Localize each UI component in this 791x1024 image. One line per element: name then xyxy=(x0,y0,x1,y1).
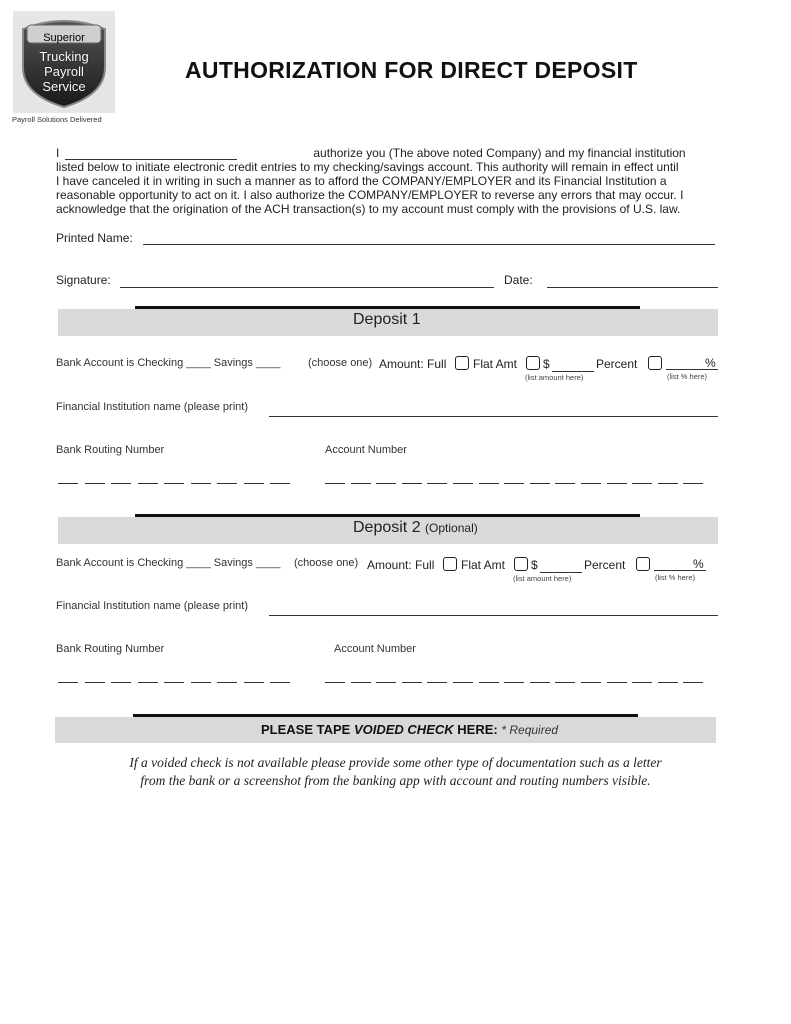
voided-note-line-1: If a voided check is not available please provide some other type of documentation such as a letter xyxy=(129,755,662,770)
printed-name-field[interactable] xyxy=(143,244,715,245)
digit-blank[interactable] xyxy=(138,483,158,484)
digit-blank[interactable] xyxy=(581,682,601,683)
digit-blank[interactable] xyxy=(376,682,396,683)
authorization-paragraph xyxy=(56,146,736,216)
digit-blank[interactable] xyxy=(530,483,550,484)
digit-blank[interactable] xyxy=(683,682,703,683)
digit-blank[interactable] xyxy=(85,682,105,683)
deposit1-account-type: Bank Account is Checking ____ Savings ____ xyxy=(56,357,281,369)
digit-blank[interactable] xyxy=(453,682,473,683)
deposit1-institution-field[interactable] xyxy=(269,416,718,417)
digit-blank[interactable] xyxy=(325,682,345,683)
digit-blank[interactable] xyxy=(504,483,524,484)
digit-blank[interactable] xyxy=(270,682,290,683)
digit-blank[interactable] xyxy=(402,682,422,683)
printed-name-label: Printed Name: xyxy=(56,231,133,245)
digit-blank[interactable] xyxy=(244,682,264,683)
deposit2-full-checkbox[interactable] xyxy=(443,557,457,571)
voided-check-instruction xyxy=(261,722,558,737)
logo-line-4: Service xyxy=(42,79,86,94)
voided-please-tape: PLEASE TAPE xyxy=(261,722,351,737)
digit-blank[interactable] xyxy=(217,483,237,484)
digit-blank[interactable] xyxy=(402,483,422,484)
deposit2-title: Deposit 2 xyxy=(353,519,421,536)
digit-blank[interactable] xyxy=(58,483,78,484)
logo-tagline: Payroll Solutions Delivered xyxy=(12,115,102,124)
deposit2-account-label: Account Number xyxy=(334,643,416,655)
deposit1-choose-one: (choose one) xyxy=(308,357,373,369)
deposit1-dollar-sign: $ xyxy=(543,357,550,371)
digit-blank[interactable] xyxy=(351,483,371,484)
voided-here: HERE: xyxy=(457,722,498,737)
digit-blank[interactable] xyxy=(217,682,237,683)
digit-blank[interactable] xyxy=(427,483,447,484)
deposit2-optional: (Optional) xyxy=(425,521,478,535)
deposit1-dollar-field[interactable] xyxy=(552,371,594,372)
auth-line-4: reasonable opportunity to act on it. I also authorize the COMPANY/EMPLOYER to reverse any errors that may occur. I xyxy=(56,188,684,202)
voided-required: * Required xyxy=(501,723,559,737)
voided-note-line-2: from the bank or a screenshot from the banking app with account and routing numbers visible. xyxy=(140,773,651,788)
deposit1-percent-label: Percent xyxy=(596,357,638,371)
deposit1-account-label: Account Number xyxy=(325,444,407,456)
logo-line-1: Superior xyxy=(43,32,85,44)
signature-field[interactable] xyxy=(120,287,494,288)
deposit2-account-type: Bank Account is Checking ____ Savings ____ xyxy=(56,557,281,569)
digit-blank[interactable] xyxy=(658,682,678,683)
digit-blank[interactable] xyxy=(658,483,678,484)
digit-blank[interactable] xyxy=(138,682,158,683)
deposit1-institution-label: Financial Institution name (please print) xyxy=(56,401,248,413)
digit-blank[interactable] xyxy=(85,483,105,484)
signature-label: Signature: xyxy=(56,273,111,287)
deposit2-percent-label: Percent xyxy=(584,558,626,572)
digit-blank[interactable] xyxy=(607,483,627,484)
deposit2-routing-label: Bank Routing Number xyxy=(56,643,165,655)
auth-line-5: acknowledge that the origination of the ACH transaction(s) to my account must comply with the provisions of U.S. law. xyxy=(56,202,681,216)
deposit2-percent-sign: % xyxy=(693,557,704,571)
digit-blank[interactable] xyxy=(555,682,575,683)
auth-line-1: authorize you (The above noted Company) and my financial institution xyxy=(313,146,686,160)
deposit1-title: Deposit 1 xyxy=(353,311,421,328)
deposit1-amount-label: Amount: Full xyxy=(379,357,447,371)
deposit1-list-percent-hint: (list % here) xyxy=(667,372,708,381)
digit-blank[interactable] xyxy=(164,682,184,683)
digit-blank[interactable] xyxy=(270,483,290,484)
digit-blank[interactable] xyxy=(453,483,473,484)
deposit2-dollar-sign: $ xyxy=(531,558,538,572)
auth-prefix: I xyxy=(56,146,60,160)
digit-blank[interactable] xyxy=(479,483,499,484)
digit-blank[interactable] xyxy=(351,682,371,683)
digit-blank[interactable] xyxy=(111,483,131,484)
deposit2-institution-field[interactable] xyxy=(269,615,718,616)
auth-line-3: I have canceled it in writing in such a manner as to afford the COMPANY/EMPLOYER and its Financial Institution a xyxy=(56,174,667,188)
digit-blank[interactable] xyxy=(164,483,184,484)
voided-check-emphasis: VOIDED CHECK xyxy=(353,722,454,737)
date-field[interactable] xyxy=(547,287,718,288)
digit-blank[interactable] xyxy=(479,682,499,683)
logo-line-3: Payroll xyxy=(44,64,84,79)
deposit2-amount-label: Amount: Full xyxy=(367,558,435,572)
digit-blank[interactable] xyxy=(632,483,652,484)
digit-blank[interactable] xyxy=(607,682,627,683)
digit-blank[interactable] xyxy=(191,682,211,683)
digit-blank[interactable] xyxy=(244,483,264,484)
deposit1-full-checkbox[interactable] xyxy=(455,356,469,370)
deposit1-percent-checkbox[interactable] xyxy=(648,356,662,370)
digit-blank[interactable] xyxy=(427,682,447,683)
page-title: AUTHORIZATION FOR DIRECT DEPOSIT xyxy=(185,57,638,83)
digit-blank[interactable] xyxy=(504,682,524,683)
company-logo xyxy=(13,11,115,113)
deposit1-routing-label: Bank Routing Number xyxy=(56,444,165,456)
deposit2-flat-amt-label: Flat Amt xyxy=(461,558,506,572)
deposit2-institution-label: Financial Institution name (please print) xyxy=(56,600,248,612)
digit-blank[interactable] xyxy=(581,483,601,484)
digit-blank[interactable] xyxy=(555,483,575,484)
digit-blank[interactable] xyxy=(683,483,703,484)
deposit2-list-percent-hint: (list % here) xyxy=(655,573,696,582)
digit-blank[interactable] xyxy=(111,682,131,683)
deposit2-list-amount-hint: (list amount here) xyxy=(513,574,572,583)
digit-blank[interactable] xyxy=(325,483,345,484)
date-label: Date: xyxy=(504,273,533,287)
deposit1-flat-amt-checkbox[interactable] xyxy=(526,356,540,370)
deposit2-dollar-field[interactable] xyxy=(540,572,582,573)
digit-blank[interactable] xyxy=(191,483,211,484)
auth-line-2: listed below to initiate electronic credit entries to my checking/savings account. This authority will remain in effect until xyxy=(56,160,679,174)
deposit2-flat-amt-checkbox[interactable] xyxy=(514,557,528,571)
digit-blank[interactable] xyxy=(632,682,652,683)
deposit2-title-wrap xyxy=(353,519,478,537)
digit-blank[interactable] xyxy=(58,682,78,683)
deposit2-percent-checkbox[interactable] xyxy=(636,557,650,571)
digit-blank[interactable] xyxy=(376,483,396,484)
digit-blank[interactable] xyxy=(530,682,550,683)
logo-line-2: Trucking xyxy=(39,49,89,64)
deposit2-choose-one: (choose one) xyxy=(294,557,359,569)
deposit1-percent-sign: % xyxy=(705,356,716,370)
deposit1-list-amount-hint: (list amount here) xyxy=(525,373,584,382)
deposit1-flat-amt-label: Flat Amt xyxy=(473,357,518,371)
